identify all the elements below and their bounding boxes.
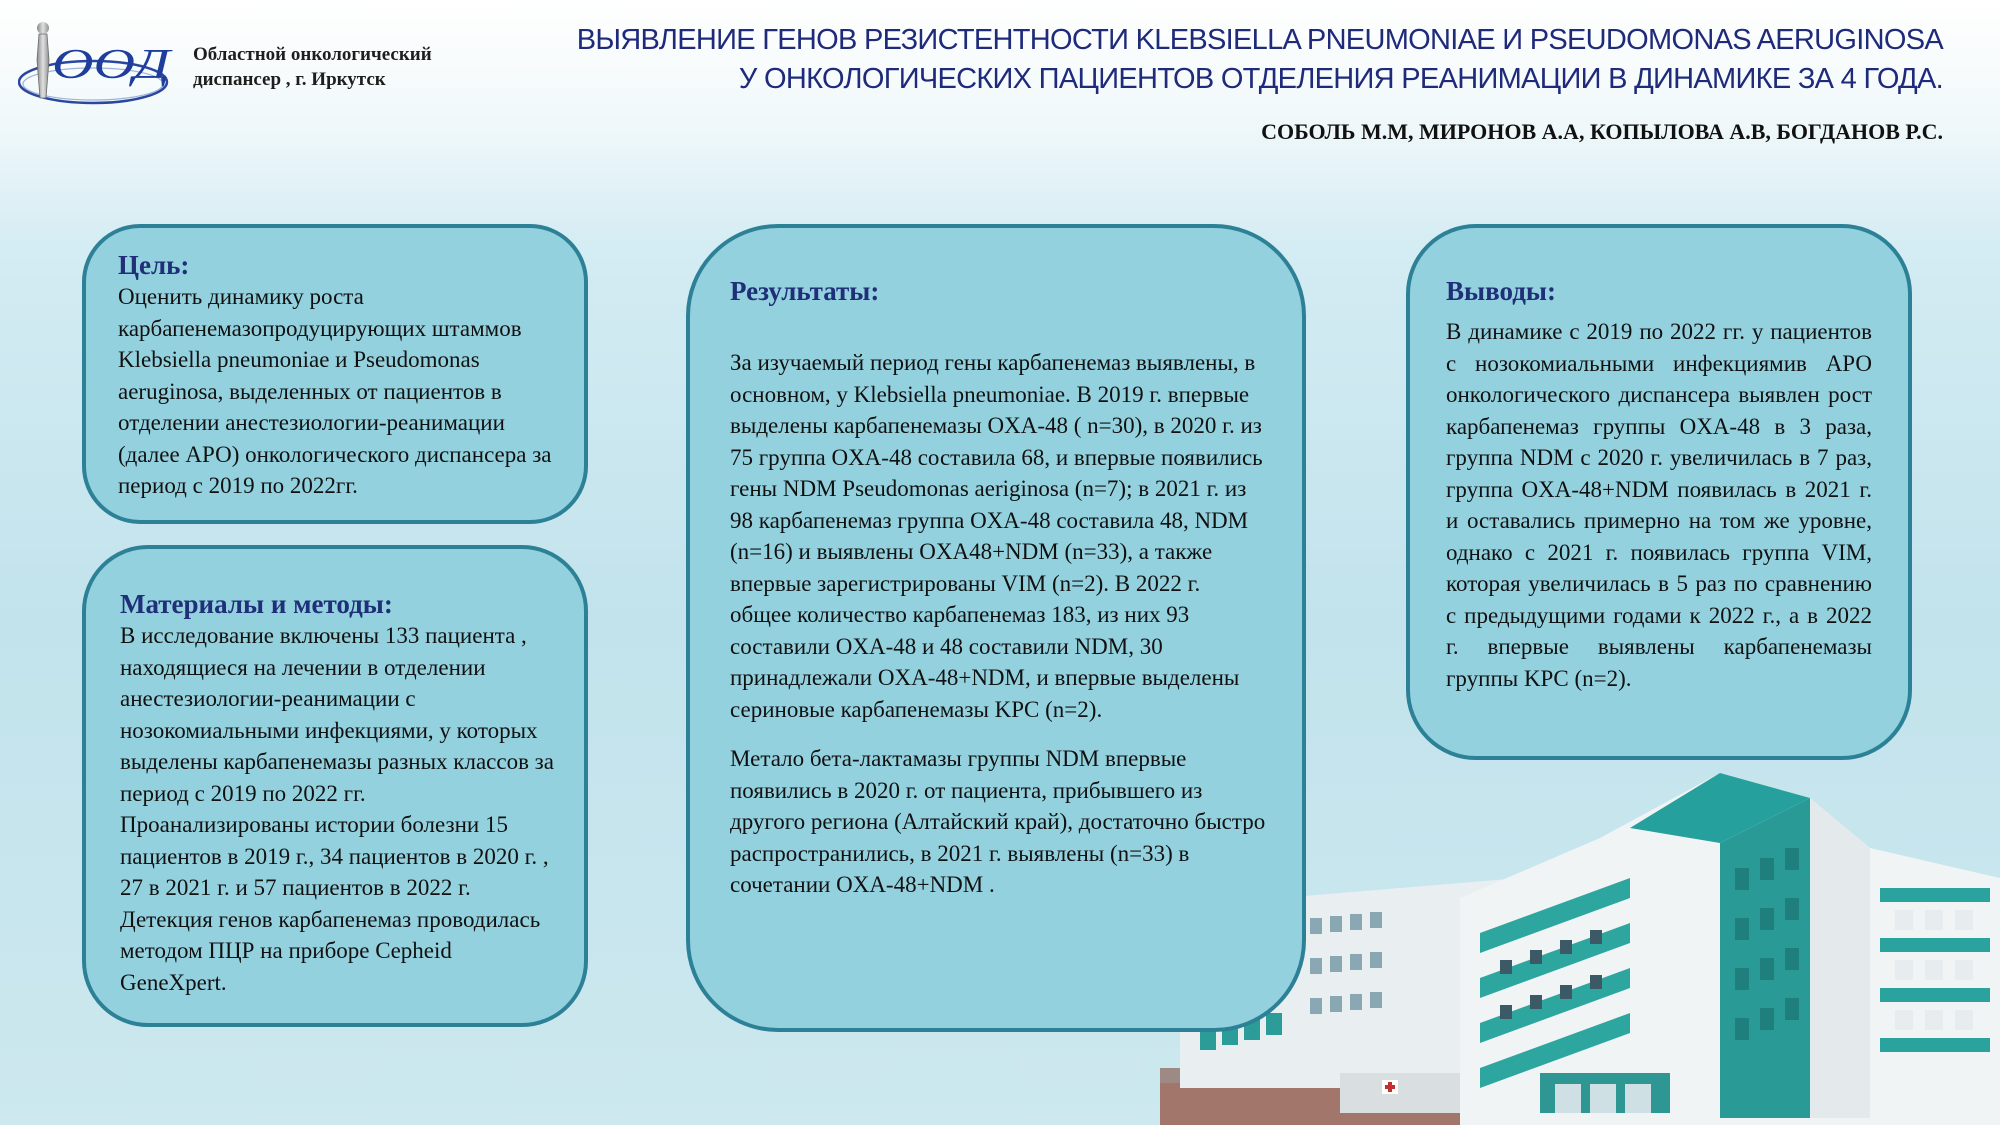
dispensary-logo [18, 20, 188, 115]
goal-panel [82, 224, 588, 524]
methods-panel [82, 545, 588, 1027]
conclusions-heading: Выводы: [1446, 276, 1556, 306]
results-paragraph-1: За изучаемый период гены карбапенемаз выявлены, в основном, у Klebsiella pneumoniae. В 2019 г. впервые выделены карбапенемазы OXA-48 ( n=30), в 2020 г. из 75 группа OXA-48 составила 68, и впервые появились гены NDM Pseudomonas aeriginosa (n=7); в 2021 г. из 98 карбапенемаз группа OXA-48 составила 48, NDM (n=16) и выявлены OXA48+NDM (n=33), а также впервые зарегистрированы VIM (n=2). В 2022 г. общее количество карбапенемаз 183, из них 93 составили OXA-48 и 48 составили NDM, 30 принадлежали OXA-48+NDM, и впервые выделены сериновые карбапенемазы KPC (n=2). [730, 350, 1263, 722]
org-name-line1: Областной онкологический [193, 44, 432, 65]
authors: СОБОЛЬ М.М, МИРОНОВ А.А, КОПЫЛОВА А.В, БОГДАНОВ Р.С. [1261, 119, 1943, 144]
results-heading: Результаты: [730, 276, 880, 306]
poster-title-line1: ВЫЯВЛЕНИЕ ГЕНОВ РЕЗИСТЕНТНОСТИ KLEBSIELLA PNEUMONIAE И PSEUDOMONAS AERUGINOSA [576, 24, 1943, 56]
goal-text: Оценить динамику роста карбапенемазопродуцирующих штаммов Klebsiella pneumoniae и Pseudomonas aeruginosa, выделенных от пациентов в отделении анестезиологии-реанимации (далее АРО) онкологического диспансера за период с 2019 по 2022гг. [118, 284, 552, 498]
poster-title-line2: У ОНКОЛОГИЧЕСКИХ ПАЦИЕНТОВ ОТДЕЛЕНИЯ РЕАНИМАЦИИ В ДИНАМИКЕ ЗА 4 ГОДА. [738, 63, 1943, 95]
results-paragraph-2: Метало бета-лактамазы группы NDM впервые появились в 2020 г. от пациента, прибывшего из другого региона (Алтайский край), достаточно быстро распространились, в 2021 г. выявлены (n=33) в сочетании OXA-48+NDM . [730, 746, 1266, 897]
goal-heading: Цель: [118, 250, 190, 280]
conclusions-text: В динамике с 2019 по 2022 гг. у пациентов с нозокомиальными инфекциямив АРО онкологического диспансера выявлен рост карбапенемаз группы OXA-48 в 3 раза, группа NDM с 2020 г. увеличилась в 7 раз, группа OXA-48+NDM появилась в 2021 г. и оставались примерно на том же уровне, однако с 2021 г. появилась группа VIM, которая увеличилась в 5 раз по сравнению с предыдущими годами к 2022 г., а в 2022 г. впервые выявлены карбапенемазы группы KPC (n=2). [1446, 319, 1872, 691]
org-name-line2: диспансер , г. Иркутск [193, 69, 386, 90]
methods-text: В исследование включены 133 пациента , находящиеся на лечении в отделении анестезиологии-реанимации с нозокомиальными инфекциями, у которых выделены карбапенемазы разных классов за период с 2019 по 2022 гг. Проанализированы истории болезни 15 пациентов в 2019 г., 34 пациентов в 2020 г. , 27 в 2021 г. и 57 пациентов в 2022 г. Детекция генов карбапенемаз проводилась методом ПЦР на приборе Cepheid GeneXpert. [120, 623, 554, 995]
methods-heading: Материалы и методы: [120, 589, 393, 619]
conclusions-panel [1406, 224, 1912, 760]
logo-text: ООД [52, 42, 174, 88]
results-panel [686, 224, 1306, 1032]
